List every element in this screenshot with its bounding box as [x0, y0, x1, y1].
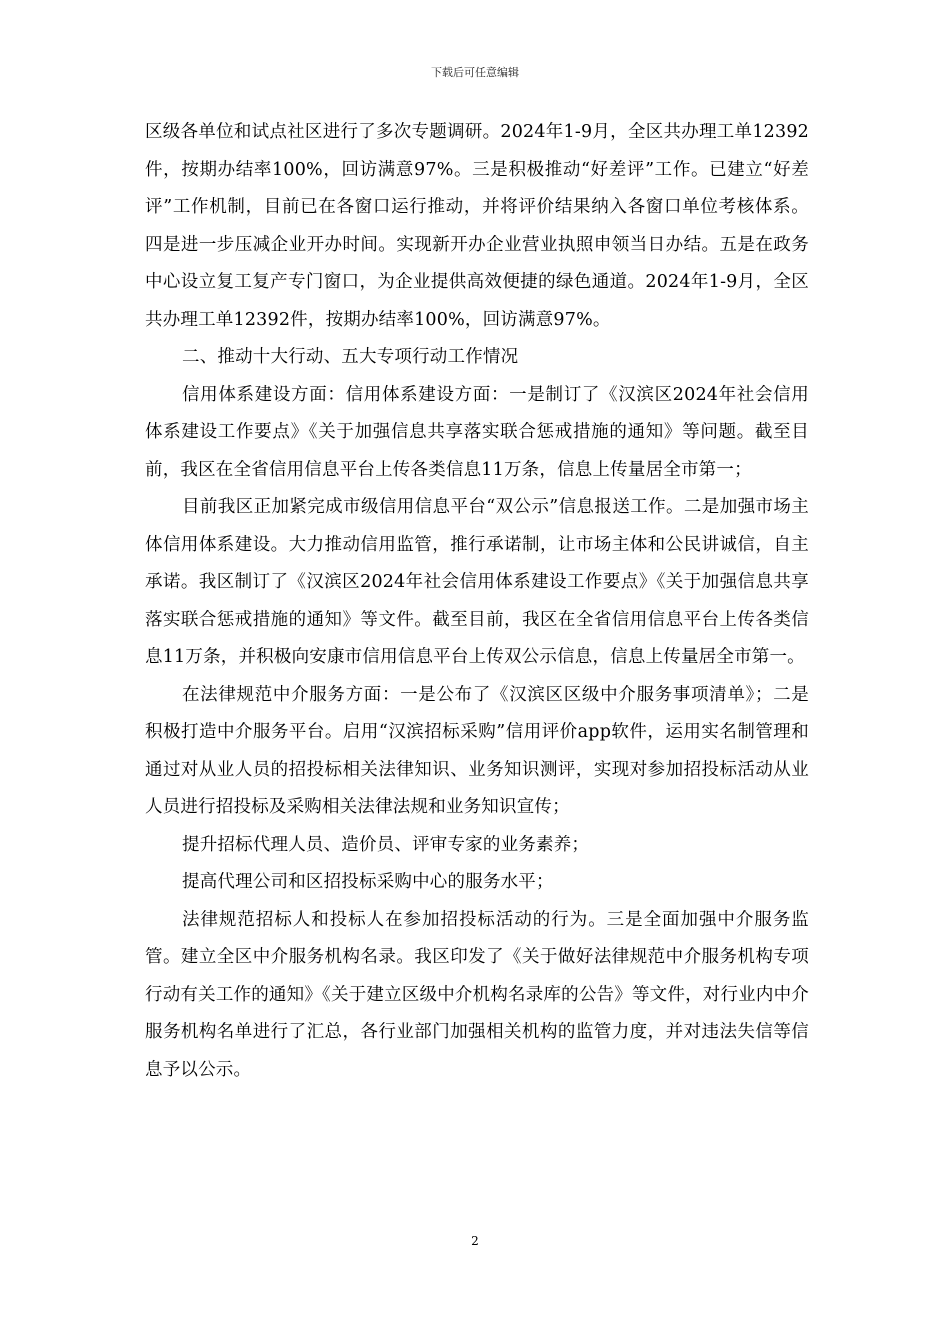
paragraph-supervision: 法律规范招标人和投标人在参加招投标活动的行为。三是全面加强中介服务监管。建立全区中介服务机构名录。我区印发了《关于做好法律规范中介服务机构专项行动有关工作的通知》《关于建立区级中介机构名录库的公告》等文件，对行业内中介服务机构名单进行了汇总，各行业部门加强相关机构的监管力度，并对违法失信等信息予以公示。 [145, 909, 809, 1080]
section-heading: 二、推动十大行动、五大专项行动工作情况 [182, 347, 519, 367]
document-body [145, 114, 809, 1089]
paragraph-credit-system: 信用体系建设方面：信用体系建设方面：一是制订了《汉滨区2024年社会信用体系建设工作要点》《关于加强信息共享落实联合惩戒措施的通知》等问题。截至目前，我区在全省信用信息平台上传各类信息11万条，信息上传量居全市第一； [145, 384, 809, 480]
paragraph-intermediary-services: 在法律规范中介服务方面：一是公布了《汉滨区区级中介服务事项清单》；二是积极打造中介服务平台。启用“汉滨招标采购”信用评价app软件，运用实名制管理和通过对从业人员的招投标相关法律知识、业务知识测评，实现对参加招投标活动从业人员进行招投标及采购相关法律法规和业务知识宣传； [145, 684, 809, 817]
paragraph-credit-progress: 目前我区正加紧完成市级信用信息平台“双公示”信息报送工作。二是加强市场主体信用体系建设。大力推动信用监管，推行承诺制，让市场主体和公民讲诚信，自主承诺。我区制订了《汉滨区2024年社会信用体系建设工作要点》《关于加强信息共享落实联合惩戒措施的通知》等文件。截至目前，我区在全省信用信息平台上传各类信息11万条，并积极向安康市信用信息平台上传双公示信息，信息上传量居全市第一。 [145, 497, 809, 667]
paragraph-service-level: 提高代理公司和区招投标采购中心的服务水平； [182, 872, 554, 892]
page-number: 2 [471, 1234, 479, 1248]
paragraph-agent-quality: 提升招标代理人员、造价员、评审专家的业务素养； [182, 834, 590, 855]
paragraph-continuation: 区级各单位和试点社区进行了多次专题调研。2024年1-9月，全区共办理工单12392件，按期办结率100%，回访满意97%。三是积极推动“好差评”工作。已建立“好差评”工作机制，目前已在各窗口运行推动，并将评价结果纳入各窗口单位考核体系。四是进一步压减企业开办时间。实现新开办企业营业执照申领当日办结。五是在政务中心设立复工复产专门窗口，为企业提供高效便捷的绿色通道。2024年1-9月，全区共办理工单12392件，按期办结率100%，回访满意97%。 [145, 122, 809, 330]
page-header: 下载后可任意编辑 [431, 66, 519, 79]
